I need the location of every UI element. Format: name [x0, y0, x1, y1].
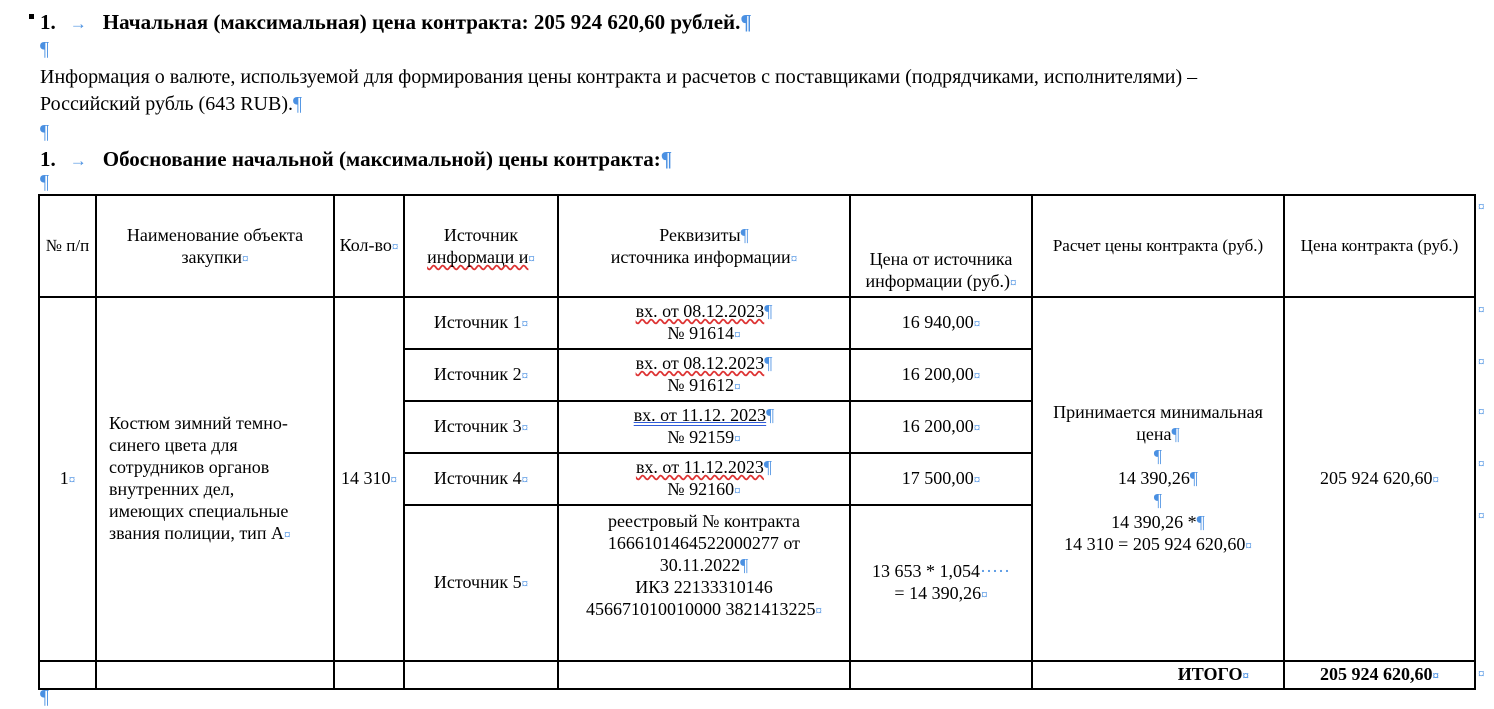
cell-end-mark-icon: ¤: [521, 368, 529, 383]
source-requisites: [558, 505, 850, 661]
source-price-text: 16 940,00: [901, 312, 974, 332]
source-label-text: Источник 2: [433, 364, 522, 384]
pilcrow-icon: ¶: [40, 686, 50, 708]
source-req-line: реестровый № контракта: [607, 511, 801, 531]
row-end-mark-icon: ¤: [1478, 404, 1485, 419]
calc-line: 14 310 = 205 924 620,60: [1064, 534, 1246, 554]
table-row: [39, 297, 1475, 349]
tab-arrow-icon: →: [69, 14, 87, 33]
source-label-text: Источник 1: [433, 312, 522, 332]
cell-end-mark-icon: ¤: [521, 420, 529, 435]
cell-end-mark-icon: ¤: [973, 420, 981, 435]
source-price-text: 17 500,00: [901, 468, 974, 488]
source-price: [850, 349, 1032, 401]
source-label: [404, 401, 558, 453]
cell-end-mark-icon: ¤: [1432, 472, 1439, 487]
row-qty-text: 14 310: [341, 468, 391, 488]
cell-end-mark-icon: ¤: [734, 327, 741, 342]
cell-end-mark-icon: ¤: [790, 251, 798, 266]
cell-end-mark-icon: ¤: [981, 587, 988, 602]
source-label-text: Источник 4: [433, 468, 522, 488]
source-date: вх. от 11.12. 2023: [633, 405, 767, 425]
pilcrow-icon: ¶: [292, 93, 303, 115]
row-end-mark-icon: ¤: [1478, 666, 1485, 681]
header-source-line1: Источник: [443, 225, 519, 245]
row-contract-price: [1284, 297, 1475, 661]
source-label: [404, 453, 558, 505]
cell-end-mark-icon: ¤: [521, 316, 529, 331]
pilcrow-icon: ¶: [1171, 424, 1180, 444]
row-calc: [1032, 297, 1284, 661]
total-label-text: ИТОГО: [1177, 664, 1243, 684]
pilcrow-icon: ¶: [660, 147, 673, 171]
cell-end-mark-icon: ¤: [1245, 538, 1252, 553]
header-requisites: [558, 195, 850, 297]
header-source: [404, 195, 558, 297]
pilcrow-icon: ¶: [1153, 446, 1163, 466]
pilcrow-icon: ¶: [1189, 468, 1199, 488]
cell-end-mark-icon: ¤: [68, 472, 76, 487]
source-number: № 92159: [667, 427, 735, 447]
pilcrow-icon: ¶: [40, 171, 50, 193]
header-source-line2: информаци и: [427, 247, 529, 267]
total-empty-cell: [558, 661, 850, 689]
source-price-line1: 13 653 * 1,054: [872, 561, 980, 581]
cell-end-mark-icon: ¤: [521, 576, 529, 591]
header-qty: [334, 195, 404, 297]
paragraph-bullet: [29, 14, 34, 19]
cell-end-mark-icon: ¤: [1009, 275, 1017, 290]
source-requisites: [558, 453, 850, 505]
source-number: № 91612: [667, 375, 735, 395]
total-value: [1284, 661, 1475, 689]
section-2-number: 1.: [40, 147, 56, 171]
cell-end-mark-icon: ¤: [242, 251, 249, 266]
header-name-line1: Наименование объекта: [126, 225, 304, 245]
pilcrow-icon: ¶: [740, 555, 749, 575]
row-end-mark-icon: ¤: [1478, 456, 1485, 471]
section-2-title: Обоснование начальной (максимальной) цены контракта:: [102, 147, 661, 171]
item-name-line: внутренних дел,: [109, 479, 235, 499]
item-name-line: звания полиции, тип А: [109, 523, 284, 543]
pilcrow-icon: ¶: [763, 457, 773, 477]
cell-end-mark-icon: ¤: [734, 431, 741, 446]
calc-line: цена: [1136, 424, 1172, 444]
row-end-mark-icon: ¤: [1478, 302, 1485, 317]
source-label-text: Источник 3: [433, 416, 522, 436]
header-row: [39, 195, 1475, 297]
calc-line: 14 390,26 *: [1111, 512, 1197, 532]
pilcrow-icon: ¶: [764, 301, 773, 321]
total-row: [39, 661, 1475, 689]
source-req-line: ИКЗ 22133310146: [635, 577, 773, 597]
price-justification-table: [38, 194, 1476, 690]
source-requisites: [558, 349, 850, 401]
source-number: № 92160: [667, 479, 735, 499]
item-name-line: сотрудников органов: [109, 457, 270, 477]
cell-end-mark-icon: ¤: [390, 472, 397, 487]
leader-dots: ·····: [980, 561, 1010, 581]
source-price-text: 16 200,00: [901, 416, 974, 436]
pilcrow-icon: ¶: [40, 38, 50, 60]
calc-line: 14 390,26: [1117, 468, 1190, 488]
section-1-heading: [40, 10, 752, 35]
source-date: вх. от 11.12.2023: [635, 457, 764, 477]
source-price-text: 16 200,00: [901, 364, 974, 384]
cell-end-mark-icon: ¤: [1242, 668, 1249, 683]
item-name-line: синего цвета для: [109, 435, 238, 455]
row-end-mark-icon: ¤: [1478, 508, 1485, 523]
row-contract-price-text: 205 924 620,60: [1320, 468, 1433, 488]
cell-end-mark-icon: ¤: [973, 472, 981, 487]
item-name-line: Костюм зимний темно-: [109, 413, 288, 433]
cell-end-mark-icon: ¤: [973, 316, 981, 331]
row-item-name: [96, 297, 334, 661]
header-calc-text: Расчет цены контракта (руб.): [1052, 236, 1264, 255]
row-end-mark-icon: ¤: [1478, 354, 1485, 369]
row-qty: [334, 297, 404, 661]
source-req-line: 1666101464522000277 от: [607, 533, 801, 553]
row-num: [39, 297, 96, 661]
total-empty-cell: [334, 661, 404, 689]
cell-end-mark-icon: ¤: [521, 472, 529, 487]
source-price: [850, 401, 1032, 453]
section-1-title: Начальная (максимальная) цена контракта: 205 924 620,60 рублей.: [102, 10, 741, 34]
total-empty-cell: [404, 661, 558, 689]
source-label: [404, 505, 558, 661]
cell-end-mark-icon: ¤: [283, 527, 291, 542]
cell-end-mark-icon: ¤: [1432, 668, 1439, 683]
source-req-line: 456671010010000 3821413225: [586, 599, 816, 619]
pilcrow-icon: ¶: [1153, 490, 1163, 510]
item-name-line: имеющих специальные: [109, 501, 289, 521]
header-req-line1: Реквизиты: [659, 225, 741, 245]
row-end-mark-icon: ¤: [1478, 199, 1485, 214]
source-price-line2: = 14 390,26: [894, 583, 982, 603]
cell-end-mark-icon: ¤: [734, 483, 741, 498]
row-num-text: 1: [59, 468, 69, 488]
header-calc: [1032, 195, 1284, 297]
currency-info-line1: Информация о валюте, используемой для формирования цены контракта и расчетов с поставщиками (подрядчиками, исполнителями) –: [40, 66, 1198, 88]
header-num: [39, 195, 96, 297]
total-label: [1032, 661, 1284, 689]
cell-end-mark-icon: ¤: [973, 368, 981, 383]
source-price: [850, 297, 1032, 349]
header-source-price: [850, 195, 1032, 297]
header-name-line2: закупки: [181, 247, 243, 267]
source-price: [850, 453, 1032, 505]
cell-end-mark-icon: ¤: [391, 239, 399, 254]
header-price-line1: Цена от источника: [869, 249, 1013, 269]
header-req-line2: источника информации: [610, 247, 791, 267]
section-1-number: 1.: [40, 10, 56, 34]
header-qty-text: Кол-во: [339, 235, 392, 255]
source-requisites: [558, 297, 850, 349]
section-2-heading: [40, 147, 672, 172]
cell-end-mark-icon: ¤: [528, 251, 535, 266]
pilcrow-icon: ¶: [740, 10, 752, 34]
pilcrow-icon: ¶: [766, 405, 775, 425]
total-empty-cell: [850, 661, 1032, 689]
source-label-text: Источник 5: [433, 572, 522, 592]
header-num-text: № п/п: [45, 236, 90, 255]
source-requisites: [558, 401, 850, 453]
cell-end-mark-icon: ¤: [815, 603, 822, 618]
header-contract-price-text: Цена контракта (руб.): [1300, 236, 1459, 255]
currency-info-line2: [40, 93, 302, 116]
source-price: [850, 505, 1032, 661]
source-req-line: 30.11.2022: [659, 555, 741, 575]
total-empty-cell: [39, 661, 96, 689]
header-price-line2: информации (руб.): [865, 271, 1010, 291]
source-label: [404, 349, 558, 401]
total-empty-cell: [96, 661, 334, 689]
calc-line: Принимается минимальная: [1053, 402, 1263, 422]
cell-end-mark-icon: ¤: [734, 379, 741, 394]
pilcrow-icon: ¶: [1196, 512, 1205, 532]
pilcrow-icon: ¶: [40, 121, 50, 143]
abbr-vh: вх. от 08.12.2023: [635, 301, 765, 321]
source-label: [404, 297, 558, 349]
source-date: вх. от 08.12.2023: [635, 353, 765, 373]
pilcrow-icon: ¶: [764, 353, 773, 373]
total-value-text: 205 924 620,60: [1320, 664, 1433, 684]
pilcrow-icon: ¶: [740, 225, 749, 245]
source-number: № 91614: [667, 323, 735, 343]
header-name: [96, 195, 334, 297]
tab-arrow-icon: →: [69, 151, 87, 170]
currency-info-text: Российский рубль (643 RUB).: [40, 93, 293, 115]
header-contract-price: [1284, 195, 1475, 297]
